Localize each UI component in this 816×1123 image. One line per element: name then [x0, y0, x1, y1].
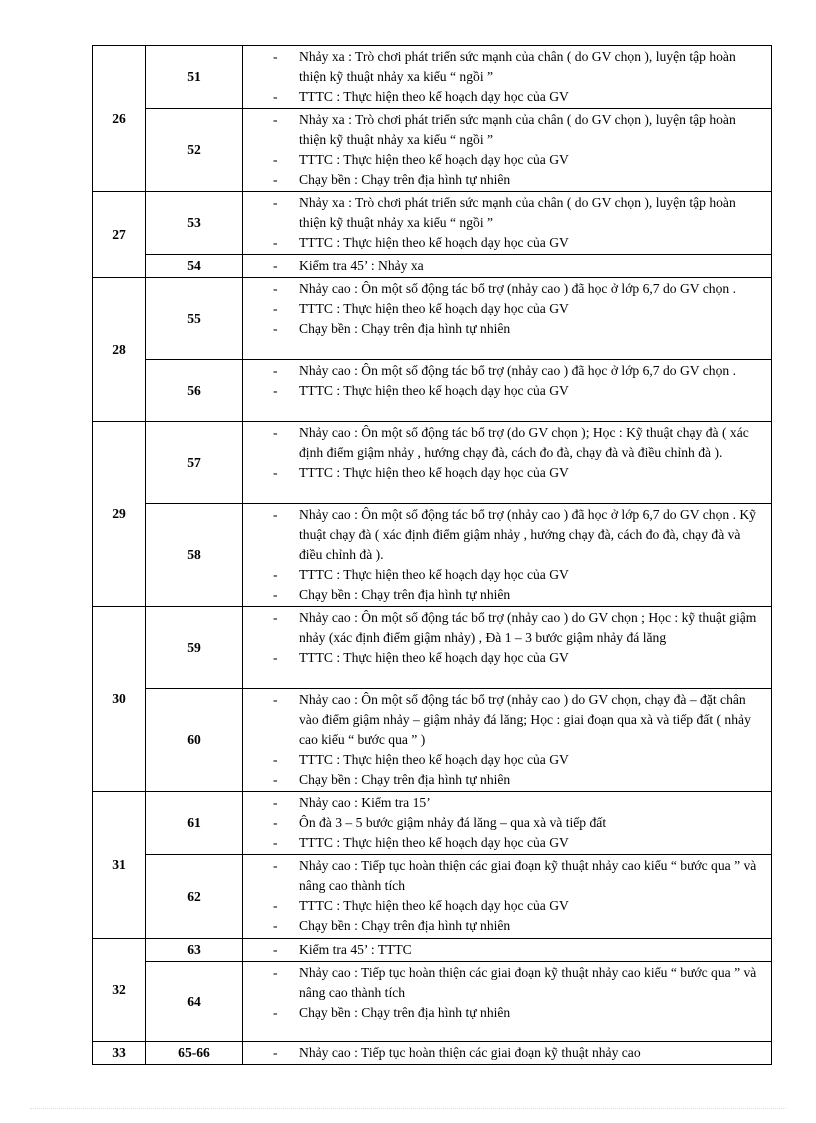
lesson-number: 52 [146, 109, 243, 192]
list-item: - Nhảy cao : Kiểm tra 15’ [243, 793, 765, 813]
week-number: 29 [93, 422, 146, 607]
table-row [93, 1042, 772, 1065]
lesson-number: 60 [146, 689, 243, 792]
week-number: 30 [93, 607, 146, 792]
lesson-content [243, 689, 772, 792]
list-item: - Chạy bền : Chạy trên địa hình tự nhiên [243, 319, 765, 339]
table-row [93, 109, 772, 192]
lesson-number: 53 [146, 192, 243, 255]
lesson-content [243, 607, 772, 689]
list-item: - TTTC : Thực hiện theo kế hoạch dạy học của GV [243, 750, 765, 770]
table-row [93, 792, 772, 855]
list-item: - TTTC : Thực hiện theo kế hoạch dạy học của GV [243, 150, 765, 170]
table-row [93, 689, 772, 792]
lesson-number: 51 [146, 46, 243, 109]
lesson-content [243, 360, 772, 422]
lesson-number: 62 [146, 855, 243, 939]
lesson-number: 64 [146, 962, 243, 1042]
week-number: 26 [93, 46, 146, 192]
list-item: - TTTC : Thực hiện theo kế hoạch dạy học của GV [243, 565, 765, 585]
table-row [93, 504, 772, 607]
list-item: - Nhảy cao : Tiếp tục hoàn thiện các giai đoạn kỹ thuật nhảy cao kiểu “ bước qua ” và nâng cao thành tích [243, 856, 765, 896]
week-number: 27 [93, 192, 146, 278]
list-item: - Nhảy cao : Ôn một số động tác bổ trợ (nhảy cao ) đã học ở lớp 6,7 do GV chọn . [243, 279, 765, 299]
lesson-content [243, 422, 772, 504]
table-row [93, 255, 772, 278]
list-item: - Nhảy cao : Ôn một số động tác bổ trợ (do GV chọn ); Học : Kỹ thuật chạy đà ( xác định điểm giậm nhảy , hướng chạy đà, cách đo đà, chạy đà và điều chỉnh đà ). [243, 423, 765, 463]
list-item: - Nhảy xa : Trò chơi phát triển sức mạnh của chân ( do GV chọn ), luyện tập hoàn thiện kỹ thuật nhảy xa kiểu “ ngồi ” [243, 47, 765, 87]
lesson-content [243, 109, 772, 192]
week-number: 32 [93, 939, 146, 1042]
list-item: - TTTC : Thực hiện theo kế hoạch dạy học của GV [243, 833, 765, 853]
lesson-content [243, 46, 772, 109]
lesson-content [243, 278, 772, 360]
page-bottom-divider [30, 1108, 786, 1109]
lesson-number: 55 [146, 278, 243, 360]
lesson-number: 59 [146, 607, 243, 689]
lesson-number: 54 [146, 255, 243, 278]
list-item: - TTTC : Thực hiện theo kế hoạch dạy học của GV [243, 299, 765, 319]
table-row [93, 422, 772, 504]
lesson-number: 63 [146, 939, 243, 962]
list-item: - Chạy bền : Chạy trên địa hình tự nhiên [243, 170, 765, 190]
list-item: - TTTC : Thực hiện theo kế hoạch dạy học của GV [243, 381, 765, 401]
list-item: - Chạy bền : Chạy trên địa hình tự nhiên [243, 585, 765, 605]
lesson-content [243, 192, 772, 255]
list-item: - TTTC : Thực hiện theo kế hoạch dạy học của GV [243, 896, 765, 916]
table-row [93, 962, 772, 1042]
list-item: - Chạy bền : Chạy trên địa hình tự nhiên [243, 1003, 765, 1023]
list-item: - TTTC : Thực hiện theo kế hoạch dạy học của GV [243, 87, 765, 107]
lesson-content [243, 504, 772, 607]
week-number: 31 [93, 792, 146, 939]
table-row [93, 192, 772, 255]
list-item: - TTTC : Thực hiện theo kế hoạch dạy học của GV [243, 463, 765, 483]
list-item: - Nhảy xa : Trò chơi phát triển sức mạnh của chân ( do GV chọn ), luyện tập hoàn thiện kỹ thuật nhảy xa kiểu “ ngồi ” [243, 193, 765, 233]
lesson-number: 57 [146, 422, 243, 504]
list-item: - TTTC : Thực hiện theo kế hoạch dạy học của GV [243, 233, 765, 253]
list-item: - Nhảy cao : Ôn một số động tác bổ trợ (nhảy cao ) đã học ở lớp 6,7 do GV chọn . [243, 361, 765, 381]
lesson-content [243, 962, 772, 1042]
list-item: - Nhảy cao : Tiếp tục hoàn thiện các giai đoạn kỹ thuật nhảy cao [243, 1043, 765, 1063]
week-number: 28 [93, 278, 146, 422]
lesson-number: 56 [146, 360, 243, 422]
lesson-content [243, 1042, 772, 1065]
list-item: - Ôn đà 3 – 5 bước giậm nhảy đá lăng – qua xà và tiếp đất [243, 813, 765, 833]
list-item: - Nhảy cao : Tiếp tục hoàn thiện các giai đoạn kỹ thuật nhảy cao kiểu “ bước qua ” và nâng cao thành tích [243, 963, 765, 1003]
table-row [93, 278, 772, 360]
table-row [93, 607, 772, 689]
lesson-content [243, 255, 772, 278]
list-item: - Nhảy cao : Ôn một số động tác bổ trợ (nhảy cao ) đã học ở lớp 6,7 do GV chọn . Kỹ thuật chạy đà ( xác định điểm giậm nhảy , hướng chạy đà, cách đo đà, chạy đà và điều chỉnh đà ). [243, 505, 765, 565]
table-row [93, 855, 772, 939]
lesson-number: 61 [146, 792, 243, 855]
list-item: - Chạy bền : Chạy trên địa hình tự nhiên [243, 770, 765, 790]
lesson-content [243, 939, 772, 962]
table-row [93, 46, 772, 109]
lesson-content [243, 792, 772, 855]
list-item: - Kiểm tra 45’ : Nhảy xa [243, 256, 765, 276]
table-row [93, 360, 772, 422]
list-item: - Kiểm tra 45’ : TTTC [243, 940, 765, 960]
list-item: - Nhảy cao : Ôn một số động tác bổ trợ (nhảy cao ) do GV chọn ; Học : kỹ thuật giậm nhảy (xác định điểm giậm nhảy) , Đà 1 – 3 bước giậm nhảy đá lăng [243, 608, 765, 648]
table-row [93, 939, 772, 962]
list-item: - Nhảy cao : Ôn một số động tác bổ trợ (nhảy cao ) do GV chọn, chạy đà – đặt chân vào điểm giậm nhảy – giậm nhảy đá lăng; Học : giai đoạn qua xà và tiếp đất ( nhảy cao kiểu “ bước qua ” ) [243, 690, 765, 750]
lesson-number: 58 [146, 504, 243, 607]
list-item: - TTTC : Thực hiện theo kế hoạch dạy học của GV [243, 648, 765, 668]
list-item: - Nhảy xa : Trò chơi phát triển sức mạnh của chân ( do GV chọn ), luyện tập hoàn thiện kỹ thuật nhảy xa kiểu “ ngồi ” [243, 110, 765, 150]
list-item: - Chạy bền : Chạy trên địa hình tự nhiên [243, 916, 765, 936]
lesson-plan-table [92, 45, 772, 1065]
lesson-content [243, 855, 772, 939]
week-number: 33 [93, 1042, 146, 1065]
lesson-number: 65-66 [146, 1042, 243, 1065]
